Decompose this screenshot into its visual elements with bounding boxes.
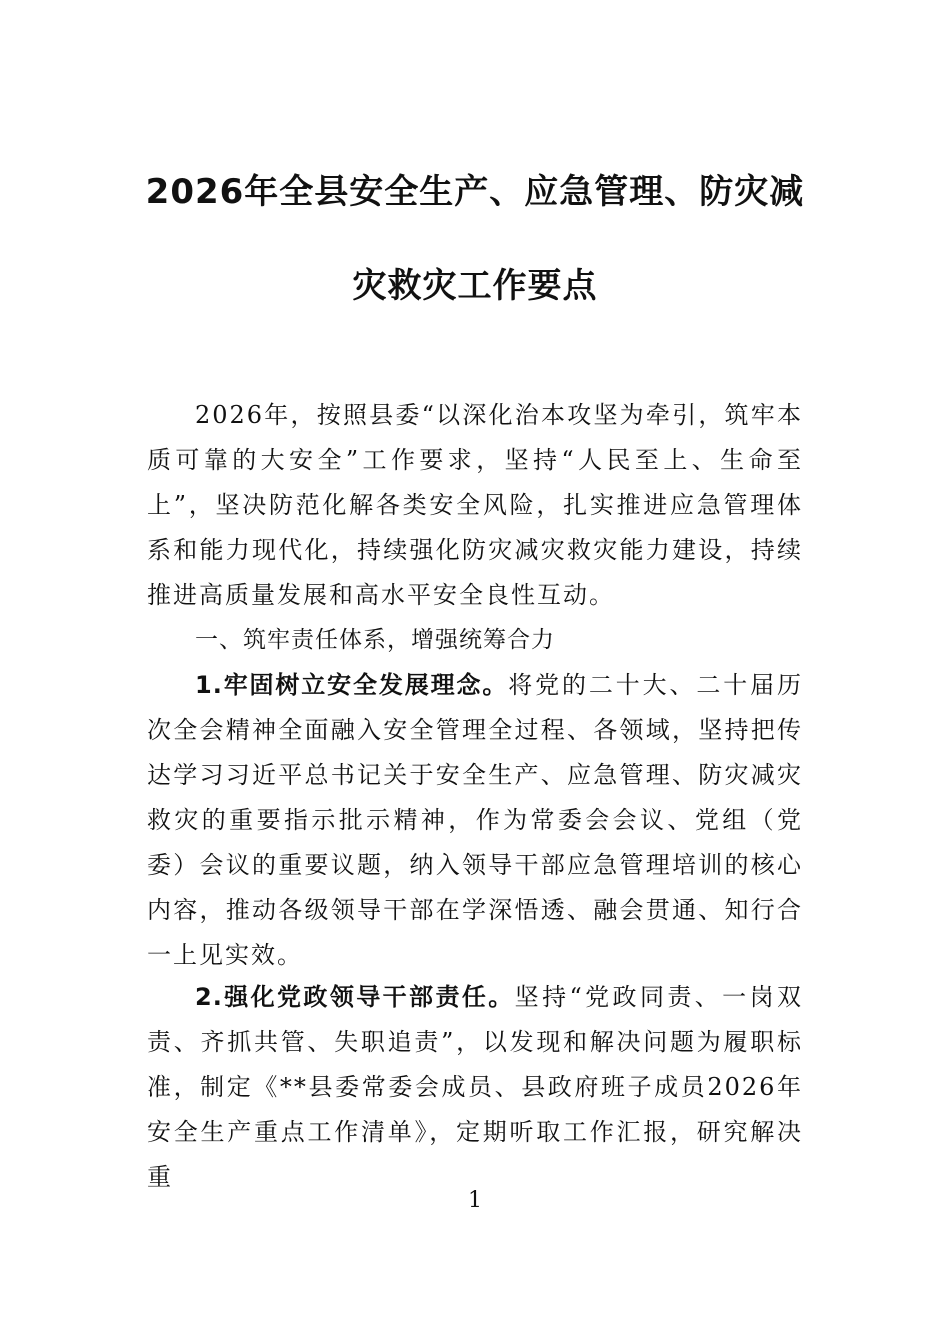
- item-2-lead: 2.强化党政领导干部责任。: [195, 983, 515, 1011]
- document-title-line-1: 2026年全县安全生产、应急管理、防灾减: [145, 172, 805, 212]
- item-2-text: 坚持“党政同责、一岗双责、齐抓共管、失职追责”，以发现和解决问题为履职标准，制定《**县委常委会成员、县政府班子成员2026年安全生产重点工作清单》，定期听取工作汇报，研究解决重: [147, 983, 803, 1191]
- item-2-paragraph: [147, 975, 803, 1200]
- item-1-text: 将党的二十大、二十届历次全会精神全面融入安全管理全过程、各领域，坚持把传达学习习近平总书记关于安全生产、应急管理、防灾减灾救灾的重要指示批示精神，作为常委会会议、党组（党委）会议的重要议题，纳入领导干部应急管理培训的核心内容，推动各级领导干部在学深悟透、融会贯通、知行合一上见实效。: [147, 671, 803, 969]
- document-title-line-2: 灾救灾工作要点: [352, 266, 598, 306]
- item-1-paragraph: [147, 663, 803, 978]
- intro-paragraph: [147, 393, 803, 618]
- item-1-lead: 1.牢固树立安全发展理念。: [195, 671, 509, 699]
- section-1-heading: 一、筑牢责任体系，增强统筹合力: [195, 627, 555, 653]
- page-number: 1: [468, 1188, 482, 1213]
- intro-text: 2026年，按照县委“以深化治本攻坚为牵引，筑牢本质可靠的大安全”工作要求，坚持“人民至上、生命至上”，坚决防范化解各类安全风险，扎实推进应急管理体系和能力现代化，持续强化防灾减灾救灾能力建设，持续推进高质量发展和高水平安全良性互动。: [147, 401, 803, 609]
